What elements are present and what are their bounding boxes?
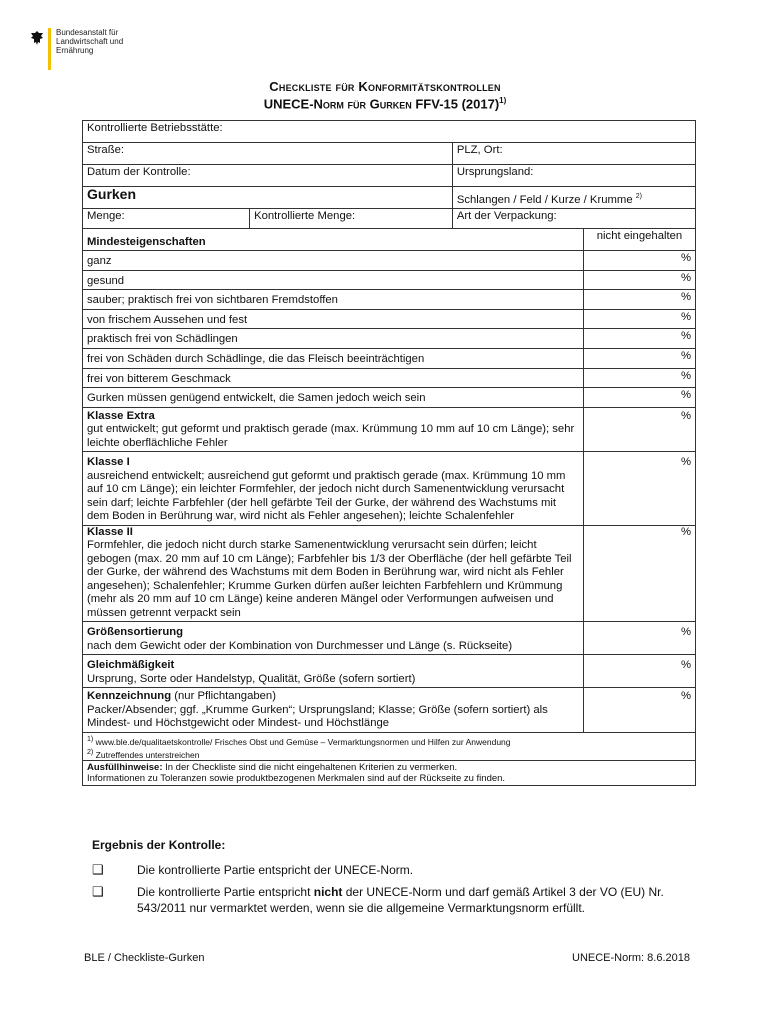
- klasse-title-text: Klasse I: [87, 456, 130, 469]
- product-types-text: Schlangen / Feld / Kurze / Krumme: [456, 193, 633, 206]
- criteria-label: von frischem Aussehen und fest: [83, 309, 584, 329]
- title-line2-text: UNECE-Norm für Gurken FFV-15 (2017): [263, 96, 500, 112]
- percent-field[interactable]: %: [583, 329, 695, 349]
- option-1[interactable]: [92, 861, 104, 879]
- criteria-row: [83, 309, 696, 329]
- ursprung-field[interactable]: Ursprungsland:: [452, 165, 695, 187]
- hinweise-text1: In der Checkliste sind die nicht eingehaltenen Kriterien zu vermerken.: [162, 762, 458, 774]
- types-sup: 2): [635, 192, 642, 200]
- hinweise: [83, 761, 696, 786]
- criteria-row: [83, 388, 696, 408]
- klasse-title-text: Gleichmäßigkeit: [87, 659, 175, 672]
- criteria-row: [83, 290, 696, 310]
- option-2-text-c: der UNECE-Norm und darf gemäß Artikel 3 der VO (EU) Nr. 543/2011 nur vermarktet werden, wenn sie die allgemeine Vermarktungsnorm erfüllt.: [137, 885, 664, 915]
- mindest-title: Mindesteigenschaften: [83, 229, 584, 251]
- footer-right: UNECE-Norm: 8.6.2018: [572, 952, 690, 964]
- option-2[interactable]: [92, 883, 104, 901]
- klasse-cell: [83, 622, 584, 655]
- klasse-text: Packer/Absender; ggf. „Krumme Gurken“; Ursprungsland; Klasse; Größe (sofern sortiert) als Mindest- und Höchstgewicht oder Mindest- und Höchstlänge: [87, 703, 548, 730]
- menge-field[interactable]: Menge:: [83, 209, 250, 229]
- logo-line2: Landwirtschaft und Ernährung: [56, 37, 124, 55]
- percent-field[interactable]: %: [583, 688, 695, 733]
- criteria-label: praktisch frei von Schädlingen: [83, 329, 584, 349]
- mindest-col-header: nicht eingehalten: [583, 229, 695, 251]
- klasse-title: [87, 690, 579, 704]
- klasse-title: [87, 410, 579, 424]
- klasse-title: [87, 659, 579, 673]
- title-line2: [0, 96, 770, 111]
- footnote-1-text: www.ble.de/qualitaetskontrolle/ Frisches Obst und Gemüse – Vermarktungsnormen und Hilfen zur Anwendung: [95, 736, 511, 747]
- klasse-title-text: Klasse II: [87, 525, 133, 538]
- percent-field[interactable]: %: [583, 348, 695, 368]
- logo-bar: [48, 28, 51, 70]
- criteria-label: frei von bitterem Geschmack: [83, 368, 584, 388]
- percent-field[interactable]: %: [583, 655, 695, 688]
- klasse-title: [87, 626, 579, 640]
- percent-field[interactable]: %: [583, 309, 695, 329]
- percent-field[interactable]: %: [583, 388, 695, 408]
- percent-field[interactable]: %: [583, 368, 695, 388]
- klassen-list: [83, 407, 696, 732]
- klasse-title: [87, 526, 579, 540]
- percent-field[interactable]: %: [583, 525, 695, 622]
- klasse-title: [87, 456, 579, 470]
- klasse-text: ausreichend entwickelt; ausreichend gut geformt und praktisch gerade (max. Krümmung 10 mm auf 10 cm Länge); ein leichter Formfehler, der jedoch nicht durch Samenentwicklung verursacht sein darf; leichte Farbfehler (der hell gefärbte Teil der Gurke, der während des Wachstums mit dem Boden in Berührung war, wird nicht als Fehler angesehen); leichte Schalenfehler: [87, 469, 566, 523]
- klasse-cell: [83, 655, 584, 688]
- footnote-2: [87, 747, 691, 760]
- criteria-row: [83, 270, 696, 290]
- klasse-text: nach dem Gewicht oder der Kombination von Durchmesser und Länge (s. Rückseite): [87, 639, 513, 652]
- klasse-cell: [83, 525, 584, 622]
- footer-left: BLE / Checkliste-Gurken: [84, 952, 205, 964]
- ergebnis-title: Ergebnis der Kontrolle:: [92, 838, 226, 852]
- klasse-row: [83, 688, 696, 733]
- option-2-label: [137, 884, 707, 916]
- klasse-row: [83, 407, 696, 452]
- percent-field[interactable]: %: [583, 251, 695, 271]
- percent-field[interactable]: %: [583, 290, 695, 310]
- kontr-menge-field[interactable]: Kontrollierte Menge:: [250, 209, 453, 229]
- klasse-cell: [83, 407, 584, 452]
- checkbox-icon[interactable]: ❑: [92, 862, 104, 877]
- klasse-cell: [83, 688, 584, 733]
- ble-logo: [30, 26, 160, 70]
- klasse-text: gut entwickelt; gut geformt und praktisch gerade (max. Krümmung 10 mm auf 10 cm Länge); sehr leichte oberflächliche Fehler: [87, 423, 575, 449]
- strasse-field[interactable]: Straße:: [83, 143, 453, 165]
- klasse-title-text: Klasse Extra: [87, 409, 155, 422]
- klasse-title-suffix: (nur Pflichtangaben): [171, 690, 276, 703]
- footnote-2-mark: 2): [87, 747, 94, 756]
- hinweise-text2: Informationen zu Toleranzen sowie produktbezogenen Merkmalen sind auf der Rückseite zu finden.: [87, 773, 506, 785]
- product-name: Gurken: [83, 187, 453, 209]
- footnote-1: [87, 734, 691, 747]
- betriebsstaette-field[interactable]: Kontrollierte Betriebsstätte:: [83, 121, 696, 143]
- criteria-row: [83, 251, 696, 271]
- klasse-row: [83, 452, 696, 526]
- criteria-label: ganz: [83, 251, 584, 271]
- product-types[interactable]: [452, 187, 695, 209]
- verpackung-field[interactable]: Art der Verpackung:: [452, 209, 695, 229]
- criteria-row: [83, 368, 696, 388]
- logo-text: [56, 28, 160, 55]
- percent-field[interactable]: %: [583, 407, 695, 452]
- percent-field[interactable]: %: [583, 270, 695, 290]
- criteria-row: [83, 329, 696, 349]
- criteria-list: [83, 251, 696, 408]
- klasse-text: Ursprung, Sorte oder Handelstyp, Qualität, Größe (sofern sortiert): [87, 672, 416, 685]
- klasse-cell: [83, 452, 584, 526]
- datum-field[interactable]: Datum der Kontrolle:: [83, 165, 453, 187]
- criteria-label: sauber; praktisch frei von sichtbaren Fremdstoffen: [83, 290, 584, 310]
- klasse-row: [83, 622, 696, 655]
- klasse-row: [83, 655, 696, 688]
- checkbox-icon[interactable]: ❑: [92, 884, 104, 899]
- checklist-table: [82, 120, 696, 786]
- federal-eagle-icon: [30, 30, 44, 46]
- hinweise-label: Ausfüllhinweise:: [87, 762, 163, 774]
- option-1-label: Die kontrollierte Partie entspricht der UNECE-Norm.: [137, 863, 414, 877]
- criteria-label: Gurken müssen genügend entwickelt, die Samen jedoch weich sein: [83, 388, 584, 408]
- criteria-row: [83, 348, 696, 368]
- klasse-text: Formfehler, die jedoch nicht durch starke Samenentwicklung verursacht sein dürfen; leicht gebogen (max. 20 mm auf 10 cm Länge); Farbfehler bis 1/3 der Oberfläche (der hell gefärbte Teil der Gurke, der während des Wachstums mit dem Boden in Berührung war, wird nicht als Fehler angesehen); Schalenfehler; Krumme Gurken dürfen außer leichten Farbfehlern und Krümmung (mehr als 20 mm auf 10 cm Länge) keine anderen Mängel oder Verformungen aufweisen und müssen getrennt verpackt sein: [87, 539, 572, 619]
- logo-line1: Bundesanstalt für: [56, 28, 119, 37]
- klasse-title-text: Kennzeichnung: [87, 690, 172, 703]
- criteria-label: gesund: [83, 270, 584, 290]
- klasse-title-text: Größensortierung: [87, 626, 184, 639]
- option-2-text-a: Die kontrollierte Partie entspricht: [137, 885, 314, 899]
- percent-field[interactable]: %: [583, 622, 695, 655]
- percent-field[interactable]: %: [583, 452, 695, 526]
- option-2-text-b: nicht: [313, 885, 343, 899]
- klasse-row: [83, 525, 696, 622]
- title-sup: 1): [499, 96, 507, 105]
- footnote-2-text: Zutreffendes unterstreichen: [95, 749, 200, 760]
- footnotes: [83, 732, 696, 761]
- criteria-label: frei von Schäden durch Schädlinge, die das Fleisch beeinträchtigen: [83, 348, 584, 368]
- title-line1: Checkliste für Konformitätskontrollen: [269, 79, 501, 94]
- footnote-1-mark: 1): [87, 734, 94, 743]
- plz-field[interactable]: PLZ, Ort:: [452, 143, 695, 165]
